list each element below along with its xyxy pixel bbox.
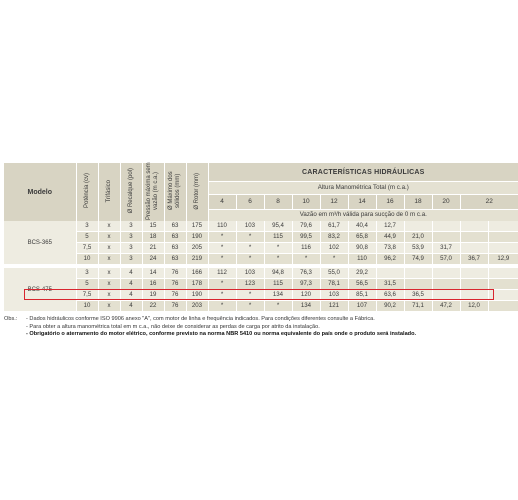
note-text: - Para obter a altura manométrica total em m c.a., não deixe de considerar as perdas de carga por atrito da instalação.	[26, 323, 320, 330]
table-cell: 90,2	[376, 301, 404, 312]
table-cell	[488, 279, 518, 290]
table-cell: 3	[120, 254, 142, 265]
table-cell: 10	[76, 254, 98, 265]
flow-label: Vazão em m³/h válida para sucção de 0 m c.a.	[208, 210, 518, 222]
note-text: - Obrigatório o aterramento do motor elétrico, conforme previsto na norma NBR 5410 ou norma equivalente do país onde o produto será instalado.	[26, 331, 417, 338]
table-cell: 83,2	[320, 232, 348, 243]
table-cell: 65,8	[348, 232, 376, 243]
table-cell: 107	[348, 301, 376, 312]
table-cell	[432, 290, 460, 301]
table-cell: x	[98, 243, 120, 254]
table-cell: 121	[320, 301, 348, 312]
table-cell: 57,0	[432, 254, 460, 265]
table-cell	[432, 268, 460, 279]
note-line	[4, 316, 496, 324]
table-cell: 3	[120, 243, 142, 254]
hydraulic-spec-table	[4, 163, 518, 312]
table-cell: 3	[76, 221, 98, 232]
table-cell: 112	[208, 268, 236, 279]
discharge-header: Ø Recalque (pol)	[120, 163, 142, 221]
max-solids-header: Ø Máximo dos sólidos (mm)	[164, 163, 186, 221]
table-cell: 55,0	[320, 268, 348, 279]
table-cell: 76	[164, 301, 186, 312]
table-cell: 103	[320, 290, 348, 301]
table-cell: 21	[142, 243, 164, 254]
table-cell	[432, 221, 460, 232]
model-name: BCS-475	[4, 268, 76, 312]
model-name: BCS-365	[4, 221, 76, 265]
table-cell: 31,7	[432, 243, 460, 254]
table-cell	[488, 232, 518, 243]
table-cell: 76	[164, 290, 186, 301]
note-line	[4, 324, 496, 332]
table-cell: *	[264, 254, 292, 265]
head-value: 22	[460, 195, 518, 210]
table-cell: 63	[164, 232, 186, 243]
table-cell: *	[264, 301, 292, 312]
head-value: 6	[236, 195, 264, 210]
table-cell	[460, 279, 488, 290]
hydraulics-title: CARACTERÍSTICAS HIDRÁULICAS	[208, 163, 518, 182]
table-cell: 116	[292, 243, 320, 254]
table-cell: 85,1	[348, 290, 376, 301]
table-cell: 5	[76, 279, 98, 290]
table-cell: *	[236, 301, 264, 312]
table-cell: 63	[164, 243, 186, 254]
table-cell: *	[208, 243, 236, 254]
table-cell	[460, 232, 488, 243]
table-cell: 178	[186, 279, 208, 290]
table-cell: 29,2	[348, 268, 376, 279]
table-cell: 40,4	[348, 221, 376, 232]
table-cell: 219	[186, 254, 208, 265]
head-value: 8	[264, 195, 292, 210]
table-cell: 115	[264, 279, 292, 290]
spec-body	[4, 221, 518, 312]
table-cell: *	[236, 254, 264, 265]
table-cell	[488, 301, 518, 312]
table-cell: 3	[120, 232, 142, 243]
table-cell	[460, 221, 488, 232]
table-cell: 7,5	[76, 290, 98, 301]
table-cell: 5	[76, 232, 98, 243]
table-cell	[432, 279, 460, 290]
table-cell: x	[98, 268, 120, 279]
table-cell: 205	[186, 243, 208, 254]
table-cell	[488, 221, 518, 232]
table-cell	[488, 243, 518, 254]
table-cell: 71,1	[404, 301, 432, 312]
table-cell	[460, 268, 488, 279]
table-cell: *	[208, 290, 236, 301]
table-cell: 102	[320, 243, 348, 254]
table-row	[4, 232, 518, 243]
notes-label: Obs.:	[4, 316, 18, 322]
table-cell: 4	[120, 279, 142, 290]
table-cell: 90,8	[348, 243, 376, 254]
table-cell: 73,8	[376, 243, 404, 254]
head-value: 14	[348, 195, 376, 210]
table-cell	[376, 268, 404, 279]
table-cell: *	[208, 232, 236, 243]
table-cell	[460, 243, 488, 254]
table-cell: x	[98, 221, 120, 232]
table-row	[4, 221, 518, 232]
table-cell: 61,7	[320, 221, 348, 232]
phase-header: Trifásico	[98, 163, 120, 221]
table-cell: 79,6	[292, 221, 320, 232]
table-cell: *	[236, 232, 264, 243]
table-cell: 63	[164, 221, 186, 232]
table-cell: 44,9	[376, 232, 404, 243]
table-cell: 96,2	[376, 254, 404, 265]
table-cell	[488, 290, 518, 301]
table-cell: 95,4	[264, 221, 292, 232]
table-cell: 15	[142, 221, 164, 232]
table-cell	[460, 290, 488, 301]
table-cell: 3	[120, 221, 142, 232]
table-cell: x	[98, 254, 120, 265]
power-header: Potência (cv)	[76, 163, 98, 221]
table-cell: *	[208, 254, 236, 265]
table-cell: 76	[164, 279, 186, 290]
rotor-header: Ø Rotor (mm)	[186, 163, 208, 221]
table-cell: 110	[348, 254, 376, 265]
head-value: 18	[404, 195, 432, 210]
head-value: 20	[432, 195, 460, 210]
table-cell: 4	[120, 301, 142, 312]
table-cell: 190	[186, 232, 208, 243]
table-cell: 175	[186, 221, 208, 232]
table-cell: *	[292, 254, 320, 265]
table-cell: 36,7	[460, 254, 488, 265]
table-cell: 110	[208, 221, 236, 232]
table-cell: 47,2	[432, 301, 460, 312]
note-text: - Dados hidráulicos conforme ISO 9906 anexo "A", com motor de linha e frequência indicados. Para condições diferentes consulte a Fábrica.	[26, 316, 375, 322]
table-cell: 74,9	[404, 254, 432, 265]
table-cell: 190	[186, 290, 208, 301]
table-cell: 36,5	[404, 290, 432, 301]
table-cell: *	[320, 254, 348, 265]
table-cell: *	[236, 290, 264, 301]
table-cell: 78,1	[320, 279, 348, 290]
table-cell: 22	[142, 301, 164, 312]
table-cell: 120	[292, 290, 320, 301]
table-cell: 103	[236, 268, 264, 279]
table-cell: 134	[292, 301, 320, 312]
table-cell: x	[98, 301, 120, 312]
table-cell: 76,3	[292, 268, 320, 279]
table-cell: x	[98, 279, 120, 290]
table-cell: 4	[120, 290, 142, 301]
table-cell: 12,0	[460, 301, 488, 312]
table-cell	[432, 232, 460, 243]
table-cell: x	[98, 290, 120, 301]
table-cell: 7,5	[76, 243, 98, 254]
table-cell: *	[208, 301, 236, 312]
table-cell: 53,9	[404, 243, 432, 254]
table-cell: 76	[164, 268, 186, 279]
table-cell: 3	[76, 268, 98, 279]
table-cell: 16	[142, 279, 164, 290]
table-row	[4, 279, 518, 290]
table-row	[4, 268, 518, 279]
head-value: 4	[208, 195, 236, 210]
table-cell: 63,6	[376, 290, 404, 301]
table-cell: 203	[186, 301, 208, 312]
table-row	[4, 254, 518, 265]
table-cell: 18	[142, 232, 164, 243]
table-cell: *	[208, 279, 236, 290]
table-cell: 14	[142, 268, 164, 279]
table-row	[4, 290, 518, 301]
table-row	[4, 243, 518, 254]
table-cell: 31,5	[376, 279, 404, 290]
table-cell: 12,7	[376, 221, 404, 232]
table-cell	[488, 268, 518, 279]
table-cell: 97,3	[292, 279, 320, 290]
model-header: Modelo	[4, 163, 76, 221]
table-cell: 103	[236, 221, 264, 232]
table-cell: 166	[186, 268, 208, 279]
head-value: 10	[292, 195, 320, 210]
table-cell: 115	[264, 232, 292, 243]
table-cell	[404, 268, 432, 279]
table-cell: x	[98, 232, 120, 243]
head-value: 16	[376, 195, 404, 210]
table-cell: 123	[236, 279, 264, 290]
table-cell: 10	[76, 301, 98, 312]
head-value: 12	[320, 195, 348, 210]
note-line	[4, 331, 496, 339]
max-pressure-header: Pressão máxima sem vazão (m c.a.)	[142, 163, 164, 221]
table-cell: 134	[264, 290, 292, 301]
head-label: Altura Manométrica Total (m c.a.)	[208, 182, 518, 195]
table-row	[4, 301, 518, 312]
table-cell: 21,0	[404, 232, 432, 243]
table-cell: 56,5	[348, 279, 376, 290]
table-cell	[404, 279, 432, 290]
table-cell: 24	[142, 254, 164, 265]
table-cell: *	[236, 243, 264, 254]
table-cell: 63	[164, 254, 186, 265]
table-cell: 94,8	[264, 268, 292, 279]
notes	[4, 316, 496, 339]
table-cell: *	[264, 243, 292, 254]
table-cell: 19	[142, 290, 164, 301]
table-cell	[404, 221, 432, 232]
table-cell: 4	[120, 268, 142, 279]
table-cell: 99,5	[292, 232, 320, 243]
table-cell: 12,9	[488, 254, 518, 265]
